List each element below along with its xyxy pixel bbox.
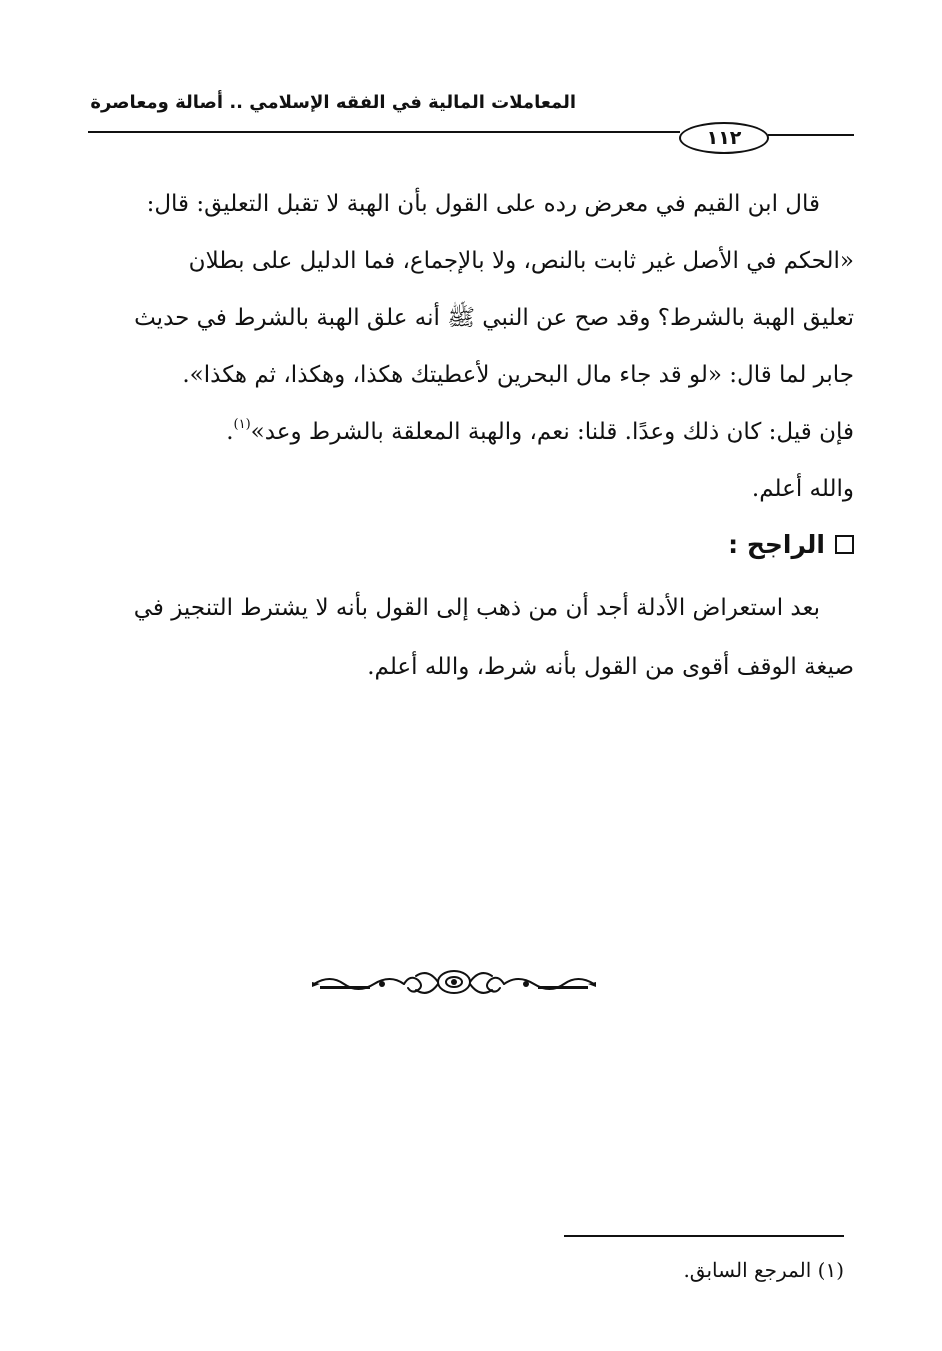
footnote-separator xyxy=(564,1235,844,1237)
text-line-with-footnote xyxy=(86,404,854,461)
text-line: تعليق الهبة بالشرط؟ وقد صح عن النبي ﷺ أنه علق الهبة بالشرط في حديث xyxy=(134,305,854,331)
text-line: صيغة الوقف أقوى من القول بأنه شرط، والله أعلم. xyxy=(367,654,854,680)
footnote-reference: (١) xyxy=(233,417,251,432)
text-line: قال ابن القيم في معرض رده على القول بأن الهبة لا تقبل التعليق: قال: xyxy=(146,191,820,217)
header-rule-right xyxy=(768,134,854,136)
decorative-divider-icon xyxy=(310,962,598,1002)
text-line: جابر لما قال: «لو قد جاء مال البحرين لأعطيتك هكذا، وهكذا، ثم هكذا». xyxy=(182,362,854,388)
running-title: المعاملات المالية في الفقه الإسلامي .. أصالة ومعاصرة xyxy=(90,92,576,113)
section-heading xyxy=(600,530,854,559)
text-line: «الحكم في الأصل غير ثابت بالنص، ولا بالإجماع، فما الدليل على بطلان xyxy=(188,248,854,274)
square-bullet-icon xyxy=(835,535,854,554)
footnote xyxy=(520,1258,844,1282)
text-line: بعد استعراض الأدلة أجد أن من ذهب إلى القول بأنه لا يشترط التنجيز في xyxy=(133,595,820,621)
header-rule xyxy=(88,131,680,133)
text-line: والله أعلم. xyxy=(751,476,854,502)
footnote-text: المرجع السابق. xyxy=(683,1258,812,1282)
text-line-content: فإن قيل: كان ذلك وعدًا. قلنا: نعم، والهبة المعلقة بالشرط وعد» xyxy=(250,419,854,445)
paragraph-conclusion xyxy=(86,580,854,698)
footnote-marker: (١) xyxy=(817,1258,844,1282)
paragraph-ibn-alqayyim xyxy=(86,176,854,518)
section-heading-text: الراجح : xyxy=(728,530,825,559)
page-number: ١١٢ xyxy=(679,122,769,154)
text-line-end: . xyxy=(226,419,234,445)
